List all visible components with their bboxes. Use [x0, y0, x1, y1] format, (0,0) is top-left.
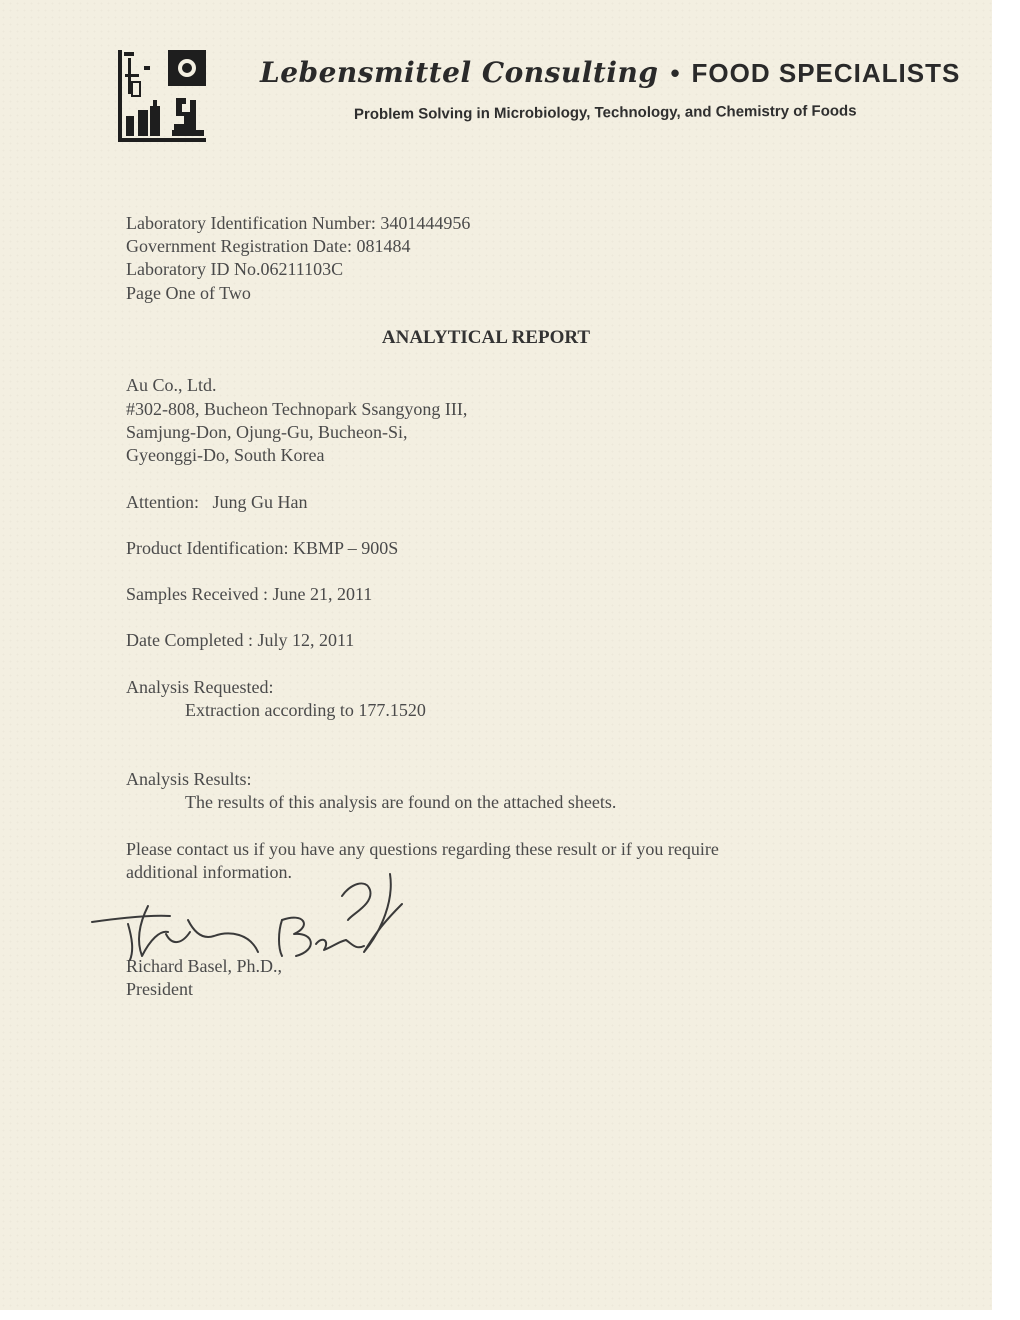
signatory-title: President — [126, 979, 193, 999]
analysis-requested-value: Extraction according to 177.1520 — [185, 700, 426, 720]
product-identification: Product Identification: KBMP – 900S — [126, 538, 399, 558]
company-name: Lebensmittel Consulting — [260, 56, 659, 89]
handwritten-signature — [90, 860, 420, 970]
closing-line1: Please contact us if you have any questions regarding these result or if you require — [126, 839, 719, 859]
samples-received: Samples Received : June 21, 2011 — [126, 584, 373, 604]
attention-label: Attention: — [126, 492, 199, 512]
lab-equipment-logo-icon — [114, 46, 210, 144]
lab-id: Laboratory ID No.06211103C — [126, 259, 344, 279]
lab-identification-number: Laboratory Identification Number: 3401444956 — [126, 213, 471, 233]
registration-date: Government Registration Date: 081484 — [126, 236, 411, 256]
closing-line2: additional information. — [126, 862, 292, 882]
letterhead — [260, 56, 960, 89]
report-title: ANALYTICAL REPORT — [381, 327, 591, 348]
recipient-company: Au Co., Ltd. — [126, 375, 217, 395]
analysis-results-label: Analysis Results: — [126, 769, 252, 789]
analysis-results-value: The results of this analysis are found on the attached sheets. — [185, 792, 617, 812]
company-tagline: Problem Solving in Microbiology, Technology, and Chemistry of Foods — [353, 102, 857, 123]
signatory-name: Richard Basel, Ph.D., — [126, 956, 282, 976]
company-title: FOOD SPECIALISTS — [691, 58, 961, 88]
recipient-address-line2: Samjung-Don, Ojung-Gu, Bucheon-Si, — [126, 422, 408, 442]
recipient-address-line1: #302-808, Bucheon Technopark Ssangyong III, — [126, 399, 468, 419]
attention-name: Jung Gu Han — [212, 492, 308, 512]
attention-line — [126, 491, 308, 513]
page-indicator: Page One of Two — [126, 283, 251, 303]
bullet-separator: • — [670, 58, 680, 88]
date-completed: Date Completed : July 12, 2011 — [126, 630, 355, 650]
analysis-requested-label: Analysis Requested: — [126, 677, 274, 697]
recipient-address-line3: Gyeonggi-Do, South Korea — [126, 445, 325, 465]
